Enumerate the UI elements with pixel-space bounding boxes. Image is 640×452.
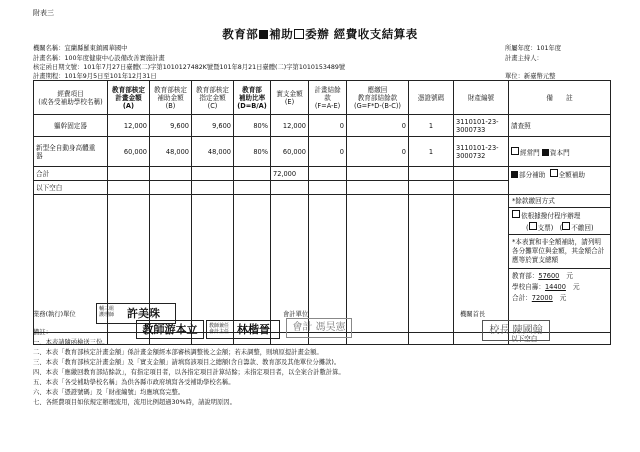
executor-stamp-title: 輔三組 護理師 xyxy=(99,306,115,318)
row1-voucher: 1 xyxy=(409,115,454,137)
row2-balance: 0 xyxy=(309,137,347,167)
total-amount: 72000 xyxy=(531,294,553,302)
row1-subsidy: 9,600 xyxy=(150,115,192,137)
opt-check: 支票 xyxy=(537,224,551,232)
row1-balance: 0 xyxy=(309,115,347,137)
remark-capital: 資本門 xyxy=(549,148,570,157)
row1-actual: 12,000 xyxy=(271,115,309,137)
row2-self-fund: 48,000 xyxy=(192,137,234,167)
principal-stamp: 校長 陳國翰 xyxy=(482,320,550,341)
total-row xyxy=(34,167,611,181)
checkbox-icon xyxy=(511,147,519,155)
header-ratio: 教育部 補助比率 (D=B/A) xyxy=(234,81,271,115)
allocation-note: *本表實和非全額補助，請列明各分攤單位與金額，其金額合計應等於實支總額 xyxy=(509,235,610,269)
remark-recurrent: 經常門 xyxy=(520,148,540,157)
moe-amount: 57600 xyxy=(538,272,560,280)
header-actual: 實支金額 (E) xyxy=(271,81,309,115)
accountant-stamp xyxy=(206,320,280,339)
row2-plan-total: 60,000 xyxy=(108,137,150,167)
checked-box-icon xyxy=(542,149,549,156)
title-prefix: 教育部 xyxy=(222,27,259,41)
accountant-stamp-name: 林楷晉 xyxy=(237,323,270,336)
row1-item: 軀幹固定器 xyxy=(34,115,108,137)
opt-none: 不繳回 xyxy=(571,224,591,232)
total-label-right: 合計： xyxy=(512,294,532,302)
executor-label: 業務(執行)單位 xyxy=(33,311,76,318)
form-title xyxy=(0,26,640,42)
row1-self-fund: 9,600 xyxy=(192,115,234,137)
checkbox-icon xyxy=(550,169,558,177)
header-balance: 計畫結餘 款 (F=A-E) xyxy=(309,81,347,115)
moe-label: 教育部： xyxy=(512,272,539,280)
plan-period: 計畫期程：101年9月5日至101年12月31日 xyxy=(33,73,157,80)
row2-voucher: 1 xyxy=(409,137,454,167)
header-property: 財產編號 xyxy=(454,81,509,115)
header-self-fund: 教育部核定 指定金額 (C) xyxy=(192,81,234,115)
surplus-options: 依根據撥付程序辦理 ( 支票) ( 不繳回) xyxy=(509,208,610,235)
row2-subsidy: 48,000 xyxy=(150,137,192,167)
table-row xyxy=(34,137,611,167)
remarks-panel xyxy=(509,195,611,333)
subsidy-type xyxy=(509,167,611,195)
note-line: 六、本表「憑證號碼」及「財產編號」均應填寫完整。 xyxy=(33,389,185,396)
note-line: 一、本表請隨函檢送三份。 xyxy=(33,339,109,346)
surplus-method: 餘款繳回方式 xyxy=(515,197,555,205)
note-line: 七、各經費項目如依規定辦理流用，流用比例超過30%時，請說明原因。 xyxy=(33,399,236,406)
row1-remark: 請查照 xyxy=(509,115,611,137)
row1-property: 3110101-23- 3000733 xyxy=(454,115,509,137)
checked-box-icon xyxy=(259,30,268,39)
header-refund: 應繳回 教育部結餘款 (G=F*D-(B-C)) xyxy=(347,81,409,115)
agency-name: 機關名稱：宜蘭縣羅東鎮國華國中 xyxy=(33,45,128,52)
row2-item: 新型全自動身高體重 器 xyxy=(34,137,108,167)
surplus-method-row: *餘款繳回方式 xyxy=(509,195,610,208)
school-label: 學校自籌： xyxy=(512,283,545,291)
title-middle: 補助 xyxy=(269,27,294,41)
school-amount: 14400 xyxy=(544,283,566,291)
notes-heading: 備註： xyxy=(33,329,52,336)
row1-plan-total: 12,000 xyxy=(108,115,150,137)
note-line: 五、本表「各受補助學校名稱」為供各縣市政府填寫各受補助學校名稱。 xyxy=(33,379,235,386)
total-actual: 72,000 xyxy=(271,167,309,181)
row1-refund: 0 xyxy=(347,115,409,137)
title-suffix: 委辦 經費收支結算表 xyxy=(305,27,418,41)
header-plan-total: 教育部核定 計畫金額 (A) xyxy=(108,81,150,115)
checkbox-icon xyxy=(562,222,570,230)
total-label: 合計 xyxy=(34,167,108,181)
plan-host: 計畫主持人： xyxy=(505,55,543,62)
teacher-stamp: 教師游本立 xyxy=(136,320,204,339)
row2-actual: 60,000 xyxy=(271,137,309,167)
head-label: 機關首長 xyxy=(460,311,486,318)
checkbox-icon xyxy=(529,222,537,230)
checked-box-icon xyxy=(511,171,518,178)
row2-remark xyxy=(509,137,611,167)
subsidy-full: 全額補助 xyxy=(558,171,585,179)
fiscal-year: 所屬年度：101年度 xyxy=(505,45,562,52)
executor-stamp-name: 許美珠 xyxy=(127,307,160,320)
header-subsidy: 教育部核定 補助金額 (B) xyxy=(150,81,192,115)
row1-ratio: 80% xyxy=(234,115,271,137)
row2-refund: 0 xyxy=(347,137,409,167)
empty-box-icon xyxy=(294,29,304,39)
table-header-row xyxy=(34,81,611,115)
remarks-blank-label: 以下空白 xyxy=(509,333,611,345)
row2-property: 3110101-23- 3000732 xyxy=(454,137,509,167)
table-row xyxy=(34,115,611,137)
plan-name: 計畫名稱：100年度健康中心設備改善實施計畫 xyxy=(33,55,165,62)
attachment-label: 附表三 xyxy=(33,9,54,17)
allocation-amounts: 教育部：57600 元 學校自籌：14400 元 合計：72000 元 xyxy=(512,272,580,302)
header-voucher: 憑證號碼 xyxy=(409,81,454,115)
header-remark: 備 註 xyxy=(509,81,611,115)
faint-seal-stamp: 會計 馮昊憲 xyxy=(286,318,352,338)
currency-unit: 單位：新臺幣元整 xyxy=(505,73,556,80)
allocation-note-text: 本表實和非全額補助，請列明各分攤單位與金額，其金額合計應等於實支總額 xyxy=(512,238,605,264)
accountant-stamp-title: 教師兼任 會計主任 xyxy=(209,323,230,335)
note-line: 二、本表「教育部核定計畫金額」係計畫金額經本部審核調整後之金額；若未調整，則填原提計畫金額。 xyxy=(33,349,323,356)
note-line: 三、本表「教育部核定計畫金額」及「實支金額」請填寫該項目之總額(含自籌款、教育部及其他單位分攤款)。 xyxy=(33,359,341,366)
approval-info: 核定函日期文號：101年7月27日臺體(二)字第1010127482K號暨101年8月21日臺體(二)字第1010153489號 xyxy=(33,64,346,71)
accounting-label: 會計單位 xyxy=(283,311,309,318)
checkbox-icon xyxy=(512,210,520,218)
subsidy-partial: 部分補助 xyxy=(519,171,546,179)
header-item: 經費項目 (或各受補助學校名稱) xyxy=(34,81,108,115)
note-line: 四、本表「應繳回教育部結餘款」，有指定項目者，以各指定項目計算結餘；未指定項目者，以全案合計數計算。 xyxy=(33,369,345,376)
row2-ratio: 80% xyxy=(234,137,271,167)
opt-procedure: 依根據撥付程序辦理 xyxy=(521,212,581,220)
blank-label: 以下空白 xyxy=(34,181,108,195)
